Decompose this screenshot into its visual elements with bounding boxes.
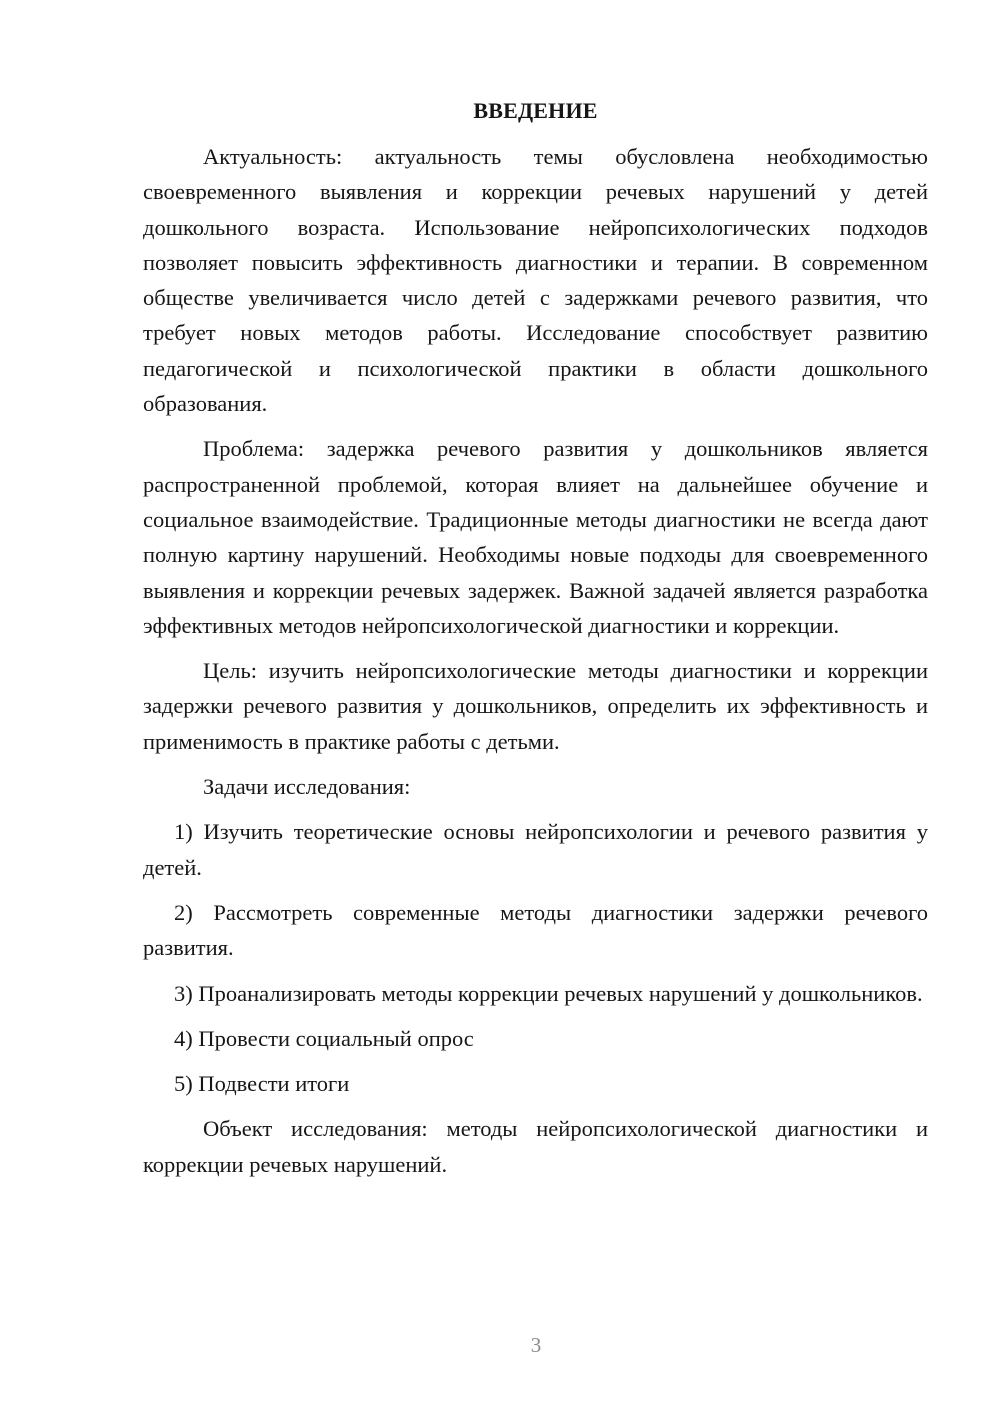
relevance-paragraph: Актуальность: актуальность темы обусловлена необходимостью своевременного выявления и коррекции речевых нарушений у детей дошкольного возраста. Использование нейропсихологических подходов позволяет повысить эффективность диагностики и терапии. В современном обществе увеличивается число детей с задержками речевого развития, что требует новых методов работы. Исследование способствует развитию педагогической и психологической практики в области дошкольного образования. — [143, 144, 928, 417]
page-number: 3 — [530, 1333, 542, 1357]
object-paragraph: Объект исследования: методы нейропсихологической диагностики и коррекции речевых нарушений. — [143, 1116, 928, 1177]
section-heading: ВВЕДЕНИЕ — [473, 98, 598, 123]
problem-paragraph: Проблема: задержка речевого развития у дошкольников является распространенной проблемой, которая влияет на дальнейшее обучение и социальное взаимодействие. Традиционные методы диагностики не всегда дают полную картину нарушений. Необходимы новые подходы для своевременного выявления и коррекции речевых задержек. Важной задачей является разработка эффективных методов нейропсихологической диагностики и коррекции. — [143, 436, 928, 638]
task-item-1: 1) Изучить теоретические основы нейропсихологии и речевого развития у детей. — [143, 819, 928, 880]
goal-paragraph: Цель: изучить нейропсихологические методы диагностики и коррекции задержки речевого развития у дошкольников, определить их эффективность и применимость в практике работы с детьми. — [143, 658, 928, 754]
task-item-2: 2) Рассмотреть современные методы диагностики задержки речевого развития. — [143, 899, 928, 961]
task-item-4: 4) Провести социальный опрос — [174, 1025, 474, 1051]
tasks-title: Задачи исследования: — [203, 774, 411, 800]
task-item-3: 3) Проанализировать методы коррекции речевых нарушений у дошкольников. — [174, 980, 923, 1006]
task-item-5: 5) Подвести итоги — [174, 1071, 350, 1097]
document-page — [143, 93, 928, 1182]
